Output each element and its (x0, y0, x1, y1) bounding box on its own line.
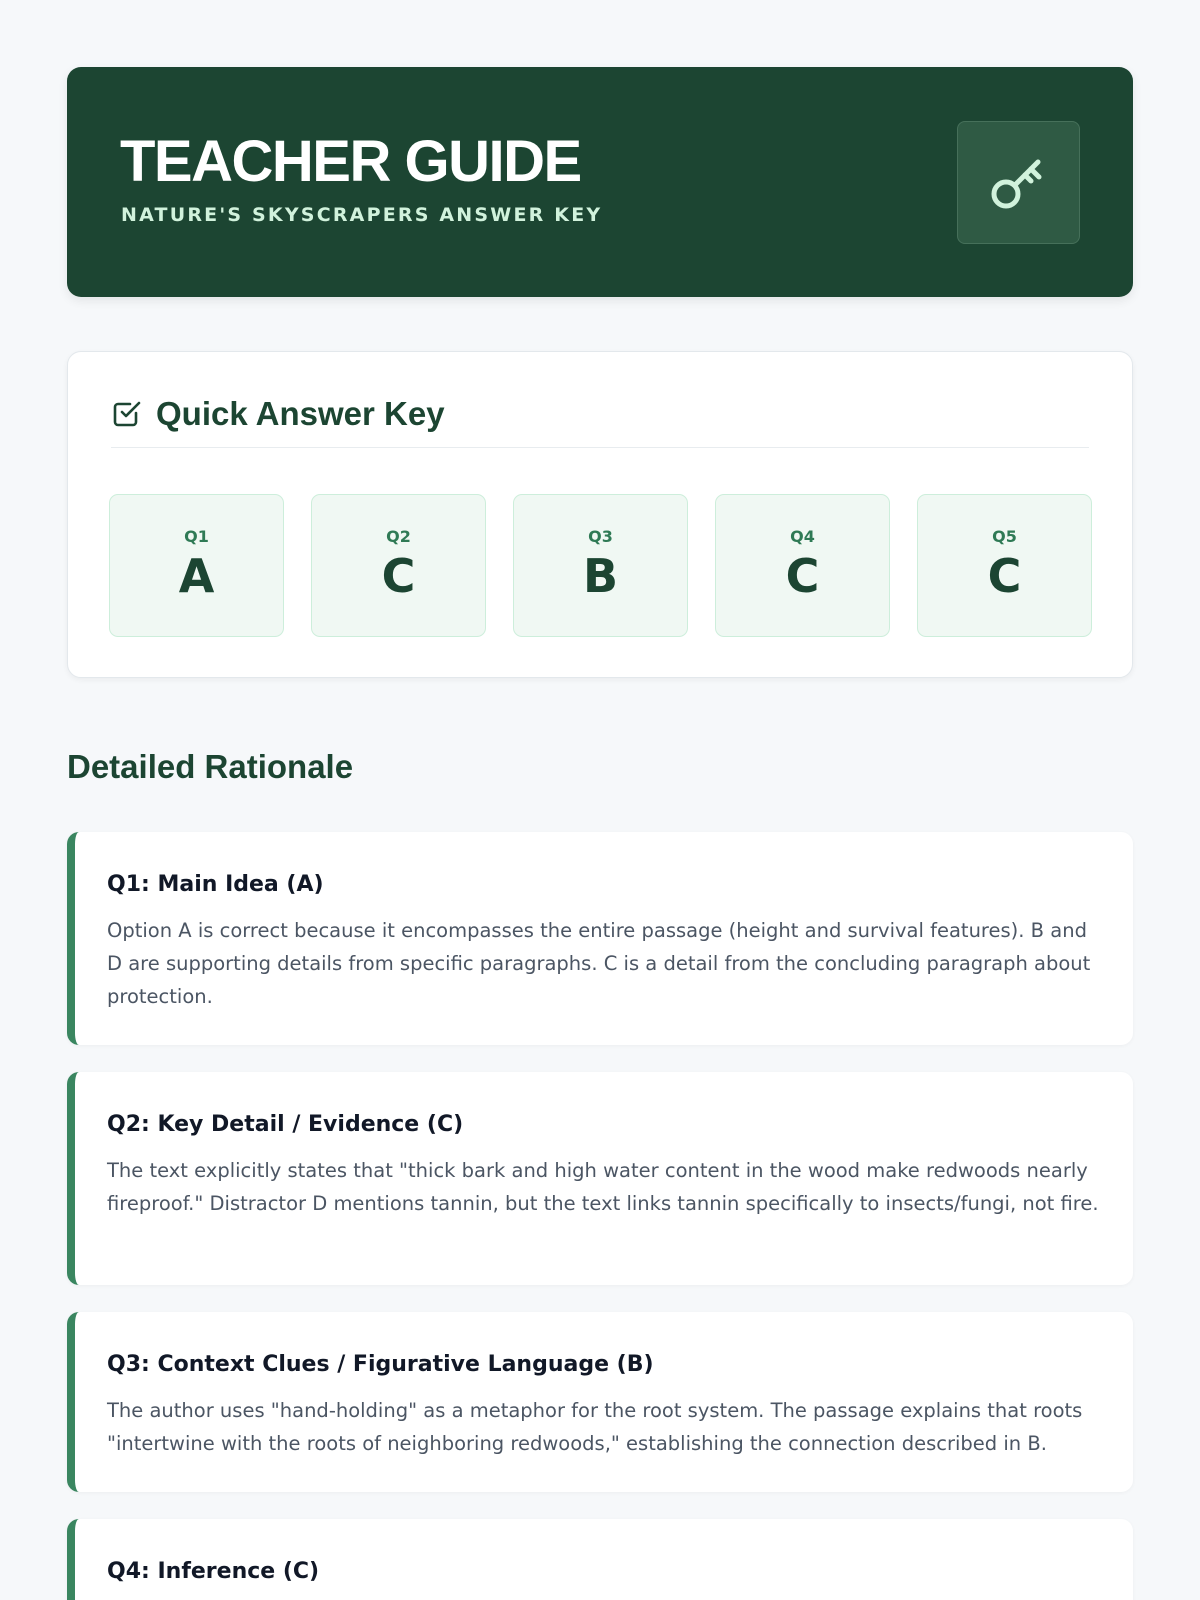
question-number: Q2 (386, 527, 411, 546)
page-subtitle: NATURE'S SKYSCRAPERS ANSWER KEY (121, 204, 603, 226)
checkbox-icon (111, 398, 143, 430)
answer-letter: A (178, 549, 215, 603)
key-badge (957, 121, 1080, 244)
rationale-item-q1 (67, 832, 1133, 1045)
card-header (111, 395, 1089, 448)
rationale-title: Q3: Context Clues / Figurative Language (B) (107, 1352, 654, 1377)
key-icon (986, 150, 1052, 216)
rationale-item-q3 (67, 1312, 1133, 1492)
answer-tile-q4 (715, 494, 890, 637)
rationale-body: Option A is correct because it encompasses the entire passage (height and survival features). B and D are supporting details from specific paragraphs. C is a detail from the concluding paragraph about protection. (107, 919, 1091, 1008)
rationale-item-q4 (67, 1519, 1133, 1600)
answer-tile-q5 (917, 494, 1092, 637)
answer-tile-q2 (311, 494, 486, 637)
answer-tile-q1 (109, 494, 284, 637)
question-number: Q3 (588, 527, 613, 546)
rationale-title: Q4: Inference (C) (107, 1559, 320, 1584)
question-number: Q4 (790, 527, 815, 546)
rationale-heading: Detailed Rationale (67, 748, 354, 785)
rationale-body: The text explicitly states that "thick bark and high water content in the wood make redwoods nearly fireproof." Distractor D mentions tannin, but the text links tannin specifically to insects/fungi, not fire. (107, 1159, 1099, 1215)
question-number: Q5 (992, 527, 1017, 546)
header-banner (67, 67, 1133, 297)
answer-letter: C (987, 549, 1022, 603)
page-title: TEACHER GUIDE (120, 129, 581, 194)
quick-answer-key-card (67, 351, 1133, 678)
rationale-body: The author uses "hand-holding" as a metaphor for the root system. The passage explains that roots "intertwine with the roots of neighboring redwoods," establishing the connection described in B. (107, 1399, 1083, 1455)
answer-letter: C (381, 549, 416, 603)
rationale-title: Q1: Main Idea (A) (107, 872, 324, 897)
answer-key-title: Quick Answer Key (156, 395, 445, 432)
answer-letter: C (785, 549, 820, 603)
answer-letter: B (582, 549, 619, 603)
rationale-title: Q2: Key Detail / Evidence (C) (107, 1112, 464, 1137)
question-number: Q1 (184, 527, 209, 546)
answer-tile-q3 (513, 494, 688, 637)
rationale-item-q2 (67, 1072, 1133, 1285)
